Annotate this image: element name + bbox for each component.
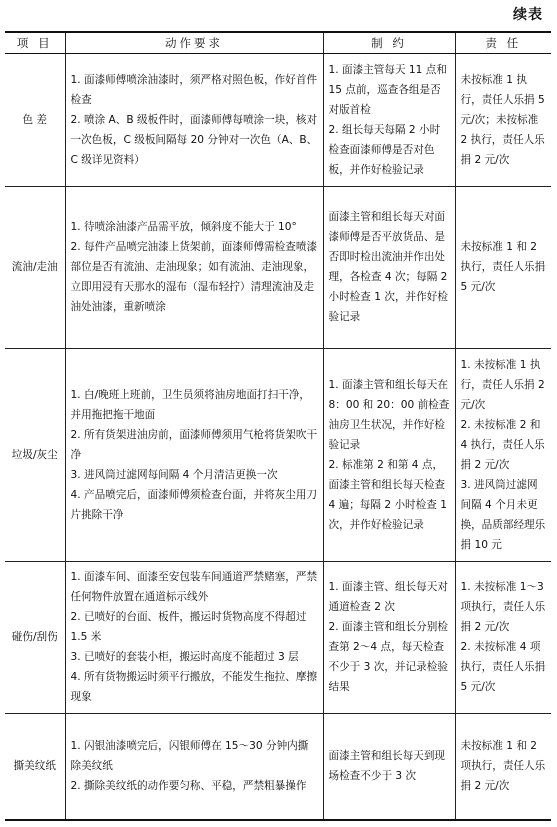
requirement-line: 1. 待喷涂油漆产品需平放，倾斜度不能大于 10° (70, 221, 297, 234)
responsibility-line: 未按标准 1 和 2 项执行，责任人乐捐 2 元/次 (460, 740, 546, 793)
responsibility-line: 2. 未按标准 2 和 4 执行，责任人乐捐 2 元/次 (460, 418, 545, 471)
row-constraint (323, 348, 455, 561)
requirement-line: 2. 所有货架进油房前，面漆师傅须用气枪将货架吹干净 (70, 428, 318, 461)
row-responsibility (455, 348, 551, 561)
table-row (5, 54, 551, 187)
requirement-line: 2. 每件产品喷完油漆上货架前，面漆师傅需检查喷漆部位是否有流油、走油现象；如有流油、走油现象，立即用浸有天那水的湿布（湿布轻拧）清理流油及走油处油漆，重新喷涂 (70, 241, 318, 314)
row-responsibility (455, 713, 551, 820)
row-constraint (323, 186, 455, 348)
requirement-line: 2. 喷涂 A、B 级板件时，面漆师傅每喷涂一块，核对一次色板，C 级板间隔每 20 分钟对一次色（A、B、C 级详见资料） (70, 113, 318, 166)
row-constraint (323, 713, 455, 820)
requirement-line: 3. 进风筒过滤网每间隔 4 个月清洁更换一次 (70, 468, 278, 481)
header-requirement: 动作要求 (65, 32, 323, 54)
requirement-line: 1. 白/晚班上班前，卫生员须将油房地面打扫干净，并用拖把拖干地面 (70, 388, 311, 421)
table-row (5, 348, 551, 561)
constraint-line: 2. 面漆主管和组长分别检查第 2～4 点，每天检查不少于 3 次，并记录检验结果 (328, 621, 448, 694)
requirement-line: 2. 已喷好的台面、板件，搬运时货物高度不得超过 1.5 米 (70, 611, 307, 644)
table-row (5, 561, 551, 713)
constraint-line: 面漆主管和组长每天到现场检查不少于 3 次 (328, 750, 446, 783)
responsibility-line: 2. 未按标准 4 项执行，责任人乐捐 5 元/次 (460, 641, 546, 694)
table-row (5, 186, 551, 348)
row-item: 撕美纹纸 (5, 713, 65, 820)
continued-label: 续表 (513, 7, 543, 23)
row-constraint (323, 54, 455, 187)
row-item: 垃圾/灰尘 (5, 348, 65, 561)
constraint-line: 1. 面漆主管、组长每天对通道检查 2 次 (328, 581, 448, 614)
row-item: 流油/走油 (5, 186, 65, 348)
row-constraint (323, 561, 455, 713)
responsibility-line: 未按标准 1 执行，责任人乐捐 5 元/次；未按标准 2 执行，责任人乐捐 2 元/次 (460, 73, 545, 166)
row-responsibility (455, 561, 551, 713)
requirement-line: 4. 所有货物搬运时须平行搬放，不能发生拖拉、摩擦现象 (70, 671, 318, 704)
requirement-line: 1. 闪银油漆喷完后，闪银师傅在 15～30 分钟内撕除美纹纸 (70, 740, 309, 773)
responsibility-line: 1. 未按标准 1 执行，责任人乐捐 2 元/次 (460, 358, 545, 411)
row-requirement (65, 54, 323, 187)
header-responsibility: 责 任 (455, 32, 551, 54)
row-requirement (65, 713, 323, 820)
constraint-line: 1. 面漆主管每天 11 点和 15 点前，巡查各组是否对版首检 (328, 63, 447, 116)
row-responsibility (455, 54, 551, 187)
standards-table (5, 31, 551, 821)
header-row (5, 32, 551, 54)
requirement-line: 3. 已喷好的套装小柜，搬运时高度不能超过 3 层 (70, 651, 299, 664)
row-requirement (65, 348, 323, 561)
requirement-line: 2. 撕除美纹纸的动作要匀称、平稳，严禁粗暴操作 (70, 780, 307, 793)
header-item: 项 目 (5, 32, 65, 54)
row-item: 色 差 (5, 54, 65, 187)
row-requirement (65, 561, 323, 713)
constraint-line: 2. 标准第 2 和第 4 点，面漆主管和组长每天检查 4 遍；每隔 2 小时检查 1 次，并作好检验记录 (328, 458, 447, 531)
responsibility-line: 未按标准 1 和 2 执行，责任人乐捐 5 元/次 (460, 241, 546, 294)
row-requirement (65, 186, 323, 348)
constraint-line: 2. 组长每天每隔 2 小时检查面漆师傅是否对色板，并作好检验记录 (328, 123, 441, 176)
constraint-line: 1. 面漆主管和组长每天在 8：00 和 20：00 前检查油房卫生状况，并作好检验记录 (328, 378, 450, 451)
table-body (5, 54, 551, 821)
row-responsibility (455, 186, 551, 348)
requirement-line: 1. 面漆师傅喷涂油漆时，须严格对照色板，作好首件检查 (70, 73, 318, 106)
header-constraint: 制 约 (323, 32, 455, 54)
responsibility-line: 1. 未按标准 1～3 项执行，责任人乐捐 2 元/次 (460, 581, 546, 634)
responsibility-line: 3. 进风筒过滤网间隔 4 个月未更换，品质部经理乐捐 10 元 (460, 478, 546, 551)
table-row (5, 713, 551, 820)
row-item: 碰伤/刮伤 (5, 561, 65, 713)
requirement-line: 1. 面漆车间、面漆至安包装车间通道严禁赌塞，严禁任何物件放置在通道标示线外 (70, 571, 318, 604)
constraint-line: 面漆主管和组长每天对面漆师傅是否平放货品、是否即时检出流油并作出处理，各检查 4 次；每隔 2 小时检查 1 次，并作好检验记录 (328, 211, 448, 324)
requirement-line: 4. 产品喷完后，面漆师傅须检查台面，并将灰尘用刀片挑除干净 (70, 488, 318, 521)
